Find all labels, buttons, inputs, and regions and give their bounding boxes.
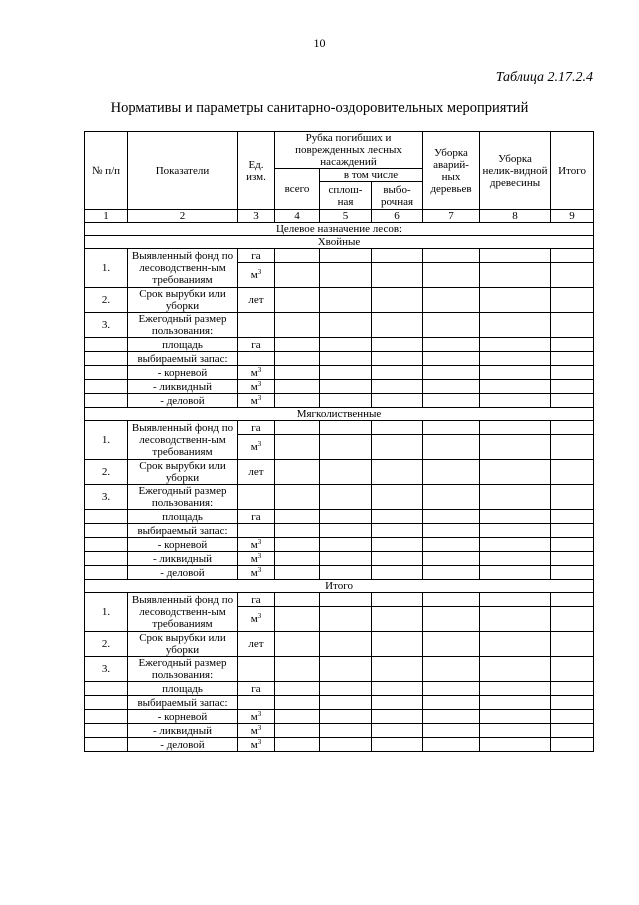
value-cell [480,421,551,435]
row-num-empty [85,696,128,710]
unit-m: м [250,566,258,579]
purpose-label: Целевое назначение лесов: [85,223,594,236]
value-cell [480,552,551,566]
row-num-empty [85,366,128,380]
unit-ha: га [238,249,275,263]
row-num: 1. [85,593,128,632]
value-cell [275,485,320,510]
value-cell [551,593,594,607]
value-cell [480,607,551,632]
row-num: 2. [85,460,128,485]
value-cell [551,524,594,538]
indicator-liquid: - ликвидный [128,552,238,566]
col-number: 4 [275,210,320,223]
value-cell [480,249,551,263]
unit-m-exp: 3 [257,612,262,620]
row-num-empty [85,538,128,552]
unit-years: лет [238,460,275,485]
value-cell [320,338,372,352]
row-num: 3. [85,485,128,510]
value-cell [275,738,320,752]
value-cell [480,696,551,710]
unit-m-exp: 3 [257,737,262,746]
value-cell [275,632,320,657]
header-total: Итого [551,132,594,210]
unit-m: м [250,394,258,407]
value-cell [372,510,423,524]
header-nonliquid: Уборка нелик-видной древесины [480,132,551,210]
value-cell [551,460,594,485]
unit-m3 [238,263,275,288]
row-num-empty [85,682,128,696]
indicator-annual: Ежегодный размер пользования: [128,657,238,682]
unit-m: м [250,710,258,723]
col-number: 2 [128,210,238,223]
header-num: № п/п [85,132,128,210]
value-cell [372,460,423,485]
unit-m3 [238,380,275,394]
value-cell [551,566,594,580]
value-cell [423,657,480,682]
header-total-all: всего [275,169,320,210]
unit-m: м [250,380,258,393]
value-cell [320,313,372,338]
value-cell [480,632,551,657]
value-cell [275,394,320,408]
value-cell [275,607,320,632]
value-cell [480,538,551,552]
value-cell [320,366,372,380]
indicator-liquid: - ликвидный [128,380,238,394]
value-cell [372,435,423,460]
col-number: 7 [423,210,480,223]
value-cell [551,552,594,566]
value-cell [480,338,551,352]
value-cell [423,288,480,313]
value-cell [423,632,480,657]
value-cell [275,288,320,313]
indicator-fund: Выявленный фонд по лесоводственн-ым требованиям [128,421,238,460]
value-cell [372,352,423,366]
indicator-root: - корневой [128,710,238,724]
value-cell [551,352,594,366]
value-cell [480,394,551,408]
unit-m: м [250,613,258,625]
value-cell [320,380,372,394]
unit-m: м [250,366,258,379]
value-cell [320,724,372,738]
unit-m3 [238,607,275,632]
unit-m3 [238,366,275,380]
value-cell [275,380,320,394]
value-cell [320,552,372,566]
indicator-business: - деловой [128,738,238,752]
value-cell [551,338,594,352]
value-cell [423,249,480,263]
value-cell [480,460,551,485]
row-num-empty [85,566,128,580]
row-num-empty [85,394,128,408]
unit-ha: га [238,510,275,524]
unit-m-exp: 3 [257,393,262,402]
value-cell [320,566,372,580]
unit-m-exp: 3 [257,723,262,732]
value-cell [480,435,551,460]
value-cell [480,485,551,510]
row-num-empty [85,524,128,538]
value-cell [551,607,594,632]
value-cell [372,607,423,632]
unit-m3 [238,394,275,408]
value-cell [480,657,551,682]
value-cell [320,632,372,657]
value-cell [275,460,320,485]
value-cell [372,552,423,566]
value-cell [320,421,372,435]
unit-m3 [238,724,275,738]
value-cell [423,593,480,607]
value-cell [275,593,320,607]
row-num: 1. [85,249,128,288]
table-title: Нормативы и параметры санитарно-оздоровительных мероприятий [110,100,529,116]
value-cell [372,485,423,510]
value-cell [372,632,423,657]
value-cell [275,421,320,435]
unit-ha: га [238,338,275,352]
value-cell [423,352,480,366]
unit-years: лет [238,288,275,313]
value-cell [480,313,551,338]
value-cell [551,435,594,460]
unit-m: м [250,552,258,565]
row-num-empty [85,510,128,524]
unit-years: лет [238,632,275,657]
unit-m: м [250,724,258,737]
row-num-empty [85,380,128,394]
value-cell [423,435,480,460]
value-cell [372,696,423,710]
unit-m-exp: 3 [257,440,262,448]
row-num-empty [85,738,128,752]
value-cell [480,738,551,752]
value-cell [423,682,480,696]
value-cell [423,738,480,752]
value-cell [480,710,551,724]
row-num-empty [85,710,128,724]
unit-m: м [250,738,258,751]
value-cell [320,696,372,710]
value-cell [423,524,480,538]
unit-m3 [238,566,275,580]
value-cell [480,352,551,366]
value-cell [372,263,423,288]
table-id: Таблица 2.17.2.4 [495,70,593,85]
value-cell [275,682,320,696]
row-num: 2. [85,288,128,313]
value-cell [275,338,320,352]
unit-m-exp: 3 [257,709,262,718]
value-cell [320,657,372,682]
unit-m: м [250,441,258,453]
value-cell [320,288,372,313]
unit-m3 [238,435,275,460]
header-unit: Ед. изм. [238,132,275,210]
row-num: 3. [85,313,128,338]
value-cell [275,263,320,288]
value-cell [320,485,372,510]
value-cell [551,710,594,724]
unit-m-exp: 3 [257,537,262,546]
value-cell [320,249,372,263]
value-cell [423,380,480,394]
value-cell [423,724,480,738]
indicator-stock: выбираемый запас: [128,352,238,366]
value-cell [423,538,480,552]
col-number: 3 [238,210,275,223]
header-including: в том числе [320,169,423,182]
value-cell [372,524,423,538]
unit-empty [238,657,275,682]
row-num-empty [85,552,128,566]
value-cell [320,593,372,607]
unit-m-exp: 3 [257,551,262,560]
value-cell [423,607,480,632]
section-name: Мягколиственные [85,408,594,421]
indicator-fund: Выявленный фонд по лесоводственн-ым требованиям [128,249,238,288]
value-cell [372,682,423,696]
value-cell [551,657,594,682]
unit-empty [238,352,275,366]
unit-empty [238,313,275,338]
section-name: Хвойные [85,236,594,249]
unit-empty [238,485,275,510]
indicator-area: площадь [128,510,238,524]
value-cell [275,552,320,566]
value-cell [423,263,480,288]
unit-empty [238,696,275,710]
unit-m: м [250,269,258,281]
value-cell [423,338,480,352]
value-cell [372,366,423,380]
value-cell [275,352,320,366]
value-cell [372,566,423,580]
value-cell [320,394,372,408]
sanitary-norms-table [84,131,594,752]
indicator-business: - деловой [128,566,238,580]
value-cell [372,738,423,752]
col-number: 5 [320,210,372,223]
value-cell [480,566,551,580]
value-cell [551,724,594,738]
value-cell [372,421,423,435]
value-cell [320,738,372,752]
value-cell [275,435,320,460]
indicator-annual: Ежегодный размер пользования: [128,313,238,338]
header-emergency: Уборка аварий-ных деревьев [423,132,480,210]
value-cell [480,288,551,313]
value-cell [551,738,594,752]
value-cell [320,524,372,538]
row-num-empty [85,352,128,366]
header-selective: выбо-рочная [372,182,423,210]
value-cell [372,724,423,738]
value-cell [372,380,423,394]
unit-ha: га [238,593,275,607]
value-cell [372,657,423,682]
unit-m3 [238,710,275,724]
unit-ha: га [238,682,275,696]
unit-ha: га [238,421,275,435]
value-cell [320,435,372,460]
unit-empty [238,524,275,538]
unit-m: м [250,538,258,551]
page-number: 10 [313,36,326,50]
indicator-stock: выбираемый запас: [128,696,238,710]
value-cell [551,510,594,524]
value-cell [480,724,551,738]
indicator-area: площадь [128,338,238,352]
value-cell [551,249,594,263]
column-number-row [85,210,594,223]
value-cell [275,657,320,682]
row-num-empty [85,724,128,738]
indicator-stock: выбираемый запас: [128,524,238,538]
value-cell [551,263,594,288]
header-indicators: Показатели [128,132,238,210]
value-cell [423,421,480,435]
value-cell [423,394,480,408]
row-num: 2. [85,632,128,657]
unit-m-exp: 3 [257,268,262,276]
value-cell [551,380,594,394]
value-cell [275,538,320,552]
value-cell [372,394,423,408]
value-cell [275,366,320,380]
value-cell [275,724,320,738]
section-name: Итого [85,580,594,593]
indicator-annual: Ежегодный размер пользования: [128,485,238,510]
value-cell [551,682,594,696]
value-cell [320,352,372,366]
value-cell [275,696,320,710]
value-cell [423,566,480,580]
value-cell [551,485,594,510]
value-cell [275,524,320,538]
indicator-root: - корневой [128,538,238,552]
value-cell [372,710,423,724]
col-number: 9 [551,210,594,223]
value-cell [275,566,320,580]
indicator-term: Срок вырубки или уборки [128,632,238,657]
value-cell [551,288,594,313]
value-cell [275,313,320,338]
value-cell [423,510,480,524]
value-cell [480,366,551,380]
value-cell [320,682,372,696]
col-number: 6 [372,210,423,223]
value-cell [320,710,372,724]
value-cell [551,313,594,338]
indicator-fund: Выявленный фонд по лесоводственн-ым требованиям [128,593,238,632]
value-cell [480,263,551,288]
unit-m3 [238,738,275,752]
value-cell [320,607,372,632]
unit-m-exp: 3 [257,365,262,374]
value-cell [372,313,423,338]
value-cell [320,538,372,552]
row-num: 1. [85,421,128,460]
indicator-term: Срок вырубки или уборки [128,288,238,313]
value-cell [423,485,480,510]
indicator-root: - корневой [128,366,238,380]
value-cell [480,524,551,538]
value-cell [320,510,372,524]
value-cell [423,710,480,724]
unit-m-exp: 3 [257,565,262,574]
value-cell [423,696,480,710]
value-cell [551,421,594,435]
value-cell [372,249,423,263]
indicator-liquid: - ликвидный [128,724,238,738]
indicator-area: площадь [128,682,238,696]
value-cell [551,394,594,408]
section-row [85,236,594,249]
value-cell [423,313,480,338]
value-cell [275,249,320,263]
value-cell [480,380,551,394]
unit-m-exp: 3 [257,379,262,388]
value-cell [423,552,480,566]
value-cell [480,593,551,607]
header-solid: сплош-ная [320,182,372,210]
value-cell [551,538,594,552]
value-cell [372,538,423,552]
value-cell [320,460,372,485]
value-cell [372,593,423,607]
header-felling: Рубка погибших и поврежденных лесных насаждений [275,132,423,169]
value-cell [372,338,423,352]
value-cell [423,366,480,380]
value-cell [551,366,594,380]
unit-m3 [238,552,275,566]
value-cell [275,510,320,524]
value-cell [275,710,320,724]
col-number: 8 [480,210,551,223]
value-cell [372,288,423,313]
section-row [85,408,594,421]
section-row [85,580,594,593]
value-cell [423,460,480,485]
value-cell [480,682,551,696]
col-number: 1 [85,210,128,223]
unit-m3 [238,538,275,552]
value-cell [551,696,594,710]
value-cell [320,263,372,288]
row-num-empty [85,338,128,352]
row-num: 3. [85,657,128,682]
indicator-business: - деловой [128,394,238,408]
value-cell [480,510,551,524]
value-cell [551,632,594,657]
indicator-term: Срок вырубки или уборки [128,460,238,485]
